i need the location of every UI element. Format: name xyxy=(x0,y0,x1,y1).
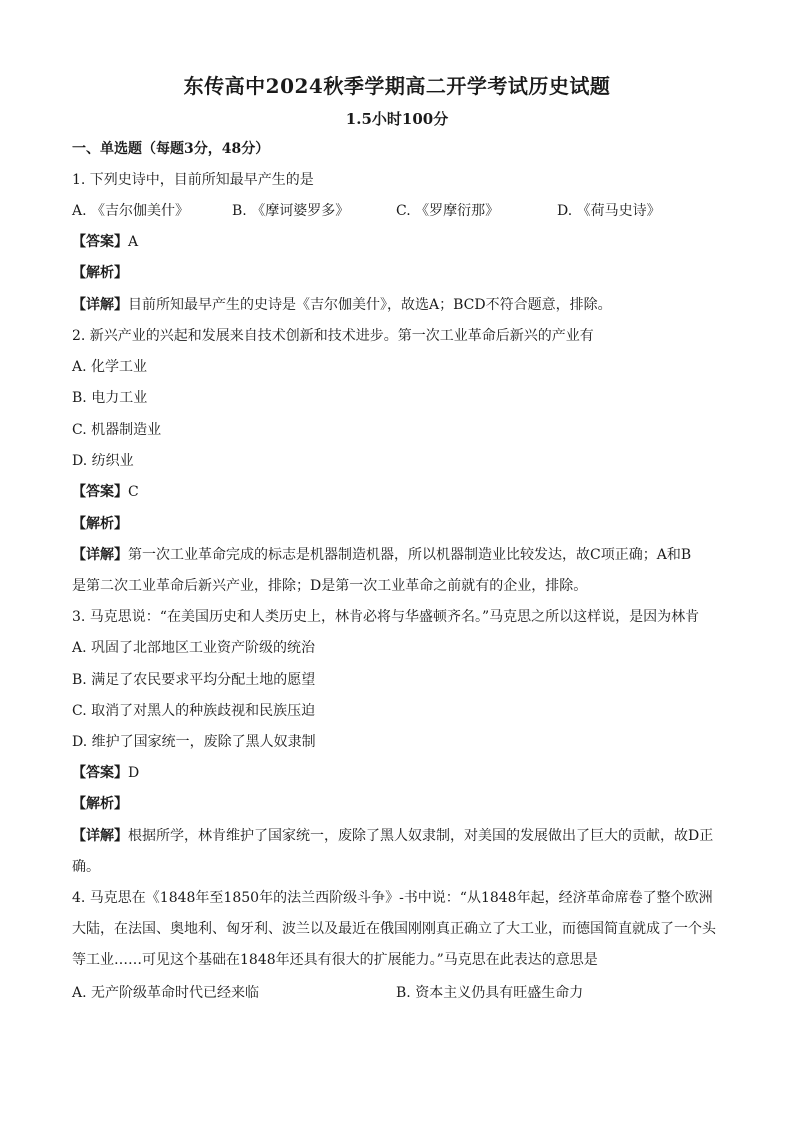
question-2-analysis-label: 【解析】 xyxy=(72,516,128,532)
question-4-stem-line-3: 等工业……可见这个基础在1848年还具有很大的扩展能力。”马克思在此表达的意思是 xyxy=(72,952,598,968)
question-1-option-c: C. 《罗摩衍那》 xyxy=(396,203,500,219)
answer-value: A xyxy=(128,234,139,250)
question-3-option-a: A. 巩固了北部地区工业资产阶级的统治 xyxy=(72,640,316,656)
question-3-option-c: C. 取消了对黑人的种族歧视和民族压迫 xyxy=(72,703,316,719)
question-3-detail-line-2: 确。 xyxy=(72,859,100,875)
question-1-option-d: D. 《荷马史诗》 xyxy=(557,203,661,219)
question-3-option-d: D. 维护了国家统一，废除了黑人奴隶制 xyxy=(72,734,316,750)
question-3-stem: 3. 马克思说：“在美国历史和人类历史上，林肯必将与华盛顿齐名。”马克思之所以这样说，是因为林肯 xyxy=(72,609,700,625)
answer-value: C xyxy=(128,484,139,500)
question-2-option-b: B. 电力工业 xyxy=(72,390,148,406)
detail-label: 【详解】 xyxy=(72,297,128,313)
detail-label: 【详解】 xyxy=(72,547,128,563)
detail-text: 目前所知最早产生的史诗是《吉尔伽美什》，故选A；BCD不符合题意，排除。 xyxy=(128,297,612,313)
page-title: 东传高中2024秋季学期高二开学考试历史试题 xyxy=(183,74,611,98)
question-3-analysis-label: 【解析】 xyxy=(72,796,128,812)
answer-label: 【答案】 xyxy=(72,765,128,781)
section-heading: 一、单选题（每题3分，48分） xyxy=(72,141,270,157)
question-2-option-a: A. 化学工业 xyxy=(72,359,148,375)
question-1-answer xyxy=(72,232,138,252)
question-2-answer xyxy=(72,482,139,502)
question-2-detail-line-1 xyxy=(72,545,691,565)
question-4-stem-line-2: 大陆，在法国、奥地利、匈牙利、波兰以及最近在俄国刚刚真正确立了大工业，而德国简直就成了一个头 xyxy=(72,921,716,937)
exam-duration-score: 1.5小时100分 xyxy=(345,110,449,128)
question-1-detail xyxy=(72,295,612,315)
question-2-stem: 2. 新兴产业的兴起和发展来自技术创新和技术进步。第一次工业革命后新兴的产业有 xyxy=(72,328,594,344)
question-4-option-a: A. 无产阶级革命时代已经来临 xyxy=(72,985,260,1001)
detail-label: 【详解】 xyxy=(72,828,128,844)
question-3-option-b: B. 满足了农民要求平均分配土地的愿望 xyxy=(72,672,316,688)
question-1-stem: 1. 下列史诗中，目前所知最早产生的是 xyxy=(72,172,314,188)
question-2-detail-line-2: 是第二次工业革命后新兴产业，排除；D是第一次工业革命之前就有的企业，排除。 xyxy=(72,578,588,594)
question-4-stem-line-1: 4. 马克思在《1848年至1850年的法兰西阶级斗争》-书中说：“从1848年起，经济革命席卷了整个欧洲 xyxy=(72,890,713,906)
question-2-option-d: D. 纺织业 xyxy=(72,453,134,469)
question-3-answer xyxy=(72,763,139,783)
detail-text: 第一次工业革命完成的标志是机器制造机器，所以机器制造业比较发达，故C项正确；A和B xyxy=(128,547,692,563)
detail-text: 根据所学，林肯维护了国家统一，废除了黑人奴隶制，对美国的发展做出了巨大的贡献，故D正 xyxy=(128,828,714,844)
answer-label: 【答案】 xyxy=(72,484,128,500)
answer-label: 【答案】 xyxy=(72,234,128,250)
question-4-option-b: B. 资本主义仍具有旺盛生命力 xyxy=(396,985,584,1001)
question-1-analysis-label: 【解析】 xyxy=(72,265,128,281)
question-1-option-b: B. 《摩诃婆罗多》 xyxy=(232,203,350,219)
question-3-detail-line-1 xyxy=(72,826,713,846)
question-1-option-a: A. 《吉尔伽美什》 xyxy=(72,203,190,219)
answer-value: D xyxy=(128,765,140,781)
question-2-option-c: C. 机器制造业 xyxy=(72,422,162,438)
